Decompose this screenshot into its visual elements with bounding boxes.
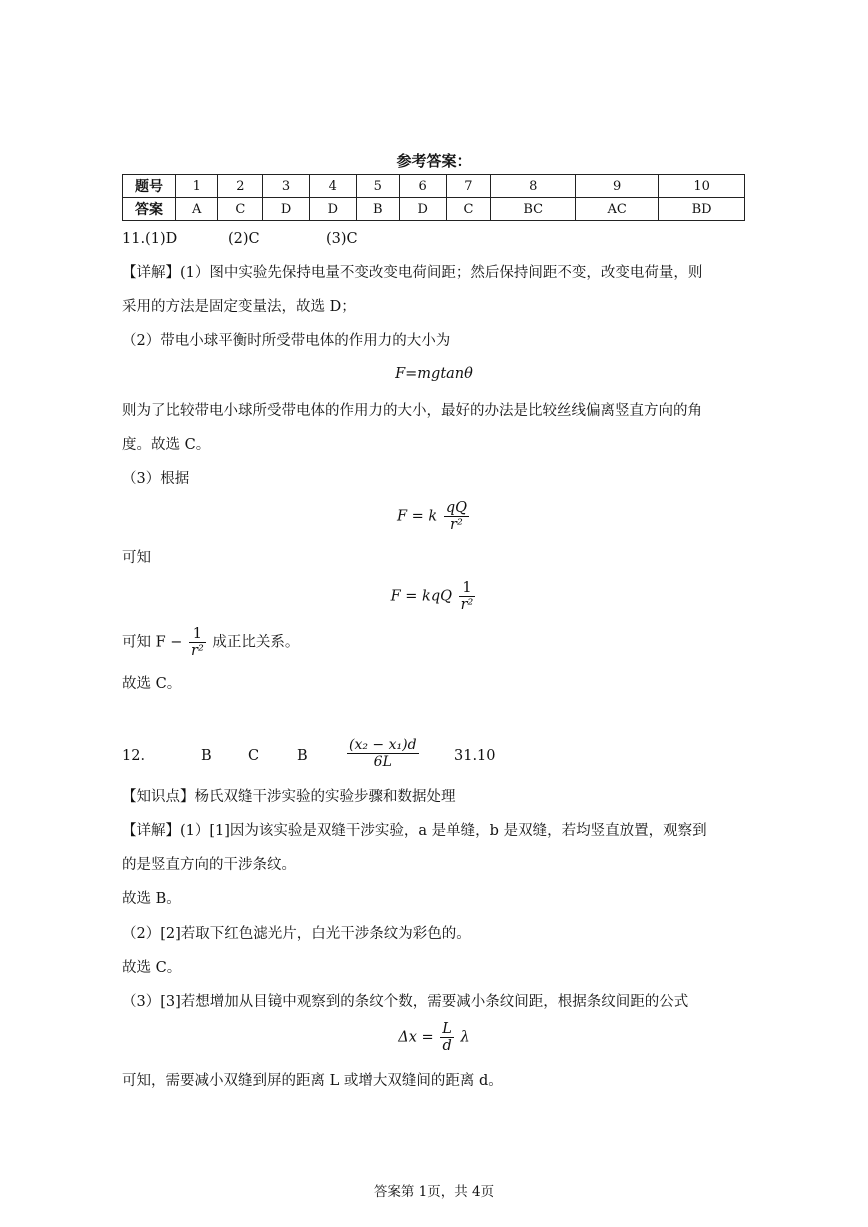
q11-answer-2: (2)C	[228, 231, 260, 247]
table-header: 题号	[123, 175, 176, 198]
table-cell: BC	[491, 198, 576, 221]
equation-coulomb-2	[0, 580, 868, 613]
denominator: d	[442, 1038, 452, 1054]
denominator: r²	[191, 643, 204, 659]
equation-f-mgtan	[0, 366, 868, 382]
q11-detail-line: （2）带电小球平衡时所受带电体的作用力的大小为	[122, 333, 451, 349]
q11-conclusion	[122, 626, 299, 659]
q12-answer-3: B	[297, 748, 308, 764]
q12-answer-2: C	[248, 748, 260, 764]
table-cell: 5	[356, 175, 399, 198]
table-cell: D	[309, 198, 356, 221]
q11-answer-1: 11.(1)D	[122, 231, 178, 247]
numerator: 1	[189, 626, 206, 643]
denominator: 6L	[373, 754, 392, 770]
denominator: r²	[450, 517, 463, 533]
table-cell: B	[356, 198, 399, 221]
fraction	[440, 1021, 454, 1054]
table-cell: 9	[576, 175, 659, 198]
denominator: r²	[460, 597, 474, 613]
q11-answer-3: (3)C	[326, 231, 358, 247]
table-cell: A	[176, 198, 218, 221]
answer-table	[122, 174, 745, 221]
equation-rhs: λ	[460, 1029, 470, 1046]
table-cell: C	[218, 198, 263, 221]
fraction	[444, 500, 469, 533]
q12-detail-line: 故选 C。	[122, 960, 182, 976]
q12-detail-line: （3）[3]若想增加从目镜中观察到的条纹个数，需要减小条纹间距，根据条纹间距的公式	[122, 994, 689, 1010]
q11-detail-line: 采用的方法是固定变量法，故选 D；	[122, 299, 356, 315]
equation-fringe-spacing	[0, 1021, 868, 1054]
fraction	[347, 737, 419, 770]
q11-detail-line: 故选 C。	[122, 676, 182, 692]
q12-answer-5: 31.10	[454, 748, 496, 764]
q11-detail-line: 【详解】(1）图中实验先保持电量不变改变电荷间距；然后保持间距不变，改变电荷量，则	[122, 265, 703, 281]
equation-text: F=mgtanθ	[395, 366, 473, 382]
table-cell: 4	[309, 175, 356, 198]
q11-detail-line: 可知	[122, 550, 151, 566]
table-row	[123, 175, 745, 198]
q11-detail-line: （3）根据	[122, 471, 190, 487]
q12-detail-line: （2）[2]若取下红色滤光片，白光干涉条纹为彩色的。	[122, 926, 471, 942]
table-cell: 1	[176, 175, 218, 198]
page-footer: 答案第 1页，共 4页	[373, 1184, 495, 1200]
numerator: qQ	[445, 500, 467, 516]
table-cell: 2	[218, 175, 263, 198]
q12-detail-line: 【详解】(1）[1]因为该实验是双缝干涉实验，a 是单缝，b 是双缝，若均竖直放置，观察到	[122, 823, 707, 839]
table-cell: 6	[399, 175, 446, 198]
table-cell: 8	[491, 175, 576, 198]
equation-lhs: F = kqQ	[390, 588, 453, 605]
table-header: 答案	[123, 198, 176, 221]
equation-coulomb	[0, 500, 868, 533]
q12-answer-1: B	[201, 748, 212, 764]
fraction	[189, 626, 206, 659]
equation-lhs: F = k	[397, 508, 438, 525]
numerator: 1	[459, 580, 476, 597]
table-row	[123, 198, 745, 221]
table-cell: D	[263, 198, 310, 221]
q12-knowledge: 【知识点】杨氏双缝干涉实验的实验步骤和数据处理	[122, 789, 456, 805]
q12-detail-line: 故选 B。	[122, 891, 181, 907]
page-title: 参考答案：	[396, 152, 472, 170]
q11-detail-line: 则为了比较带电小球所受带电体的作用力的大小，最好的办法是比较丝线偏离竖直方向的角	[122, 403, 702, 419]
table-cell: BD	[659, 198, 745, 221]
table-cell: 10	[659, 175, 745, 198]
q11-detail-line: 度。故选 C。	[122, 437, 211, 453]
q12-number: 12．	[122, 748, 155, 764]
q12-answer-4	[345, 737, 421, 770]
numerator: (x₂ − x₁)d	[349, 737, 417, 753]
fraction	[459, 580, 476, 613]
numerator: L	[442, 1021, 452, 1037]
table-cell: 7	[446, 175, 491, 198]
table-cell: AC	[576, 198, 659, 221]
table-cell: D	[399, 198, 446, 221]
table-cell: C	[446, 198, 491, 221]
q12-detail-line: 可知，需要减小双缝到屏的距离 L 或增大双缝间的距离 d。	[122, 1073, 503, 1089]
conclusion-text: 可知 F −	[122, 634, 183, 651]
table-cell: 3	[263, 175, 310, 198]
conclusion-text: 成正比关系。	[212, 634, 300, 651]
q12-detail-line: 的是竖直方向的干涉条纹。	[122, 857, 296, 873]
equation-lhs: Δx =	[398, 1029, 434, 1046]
